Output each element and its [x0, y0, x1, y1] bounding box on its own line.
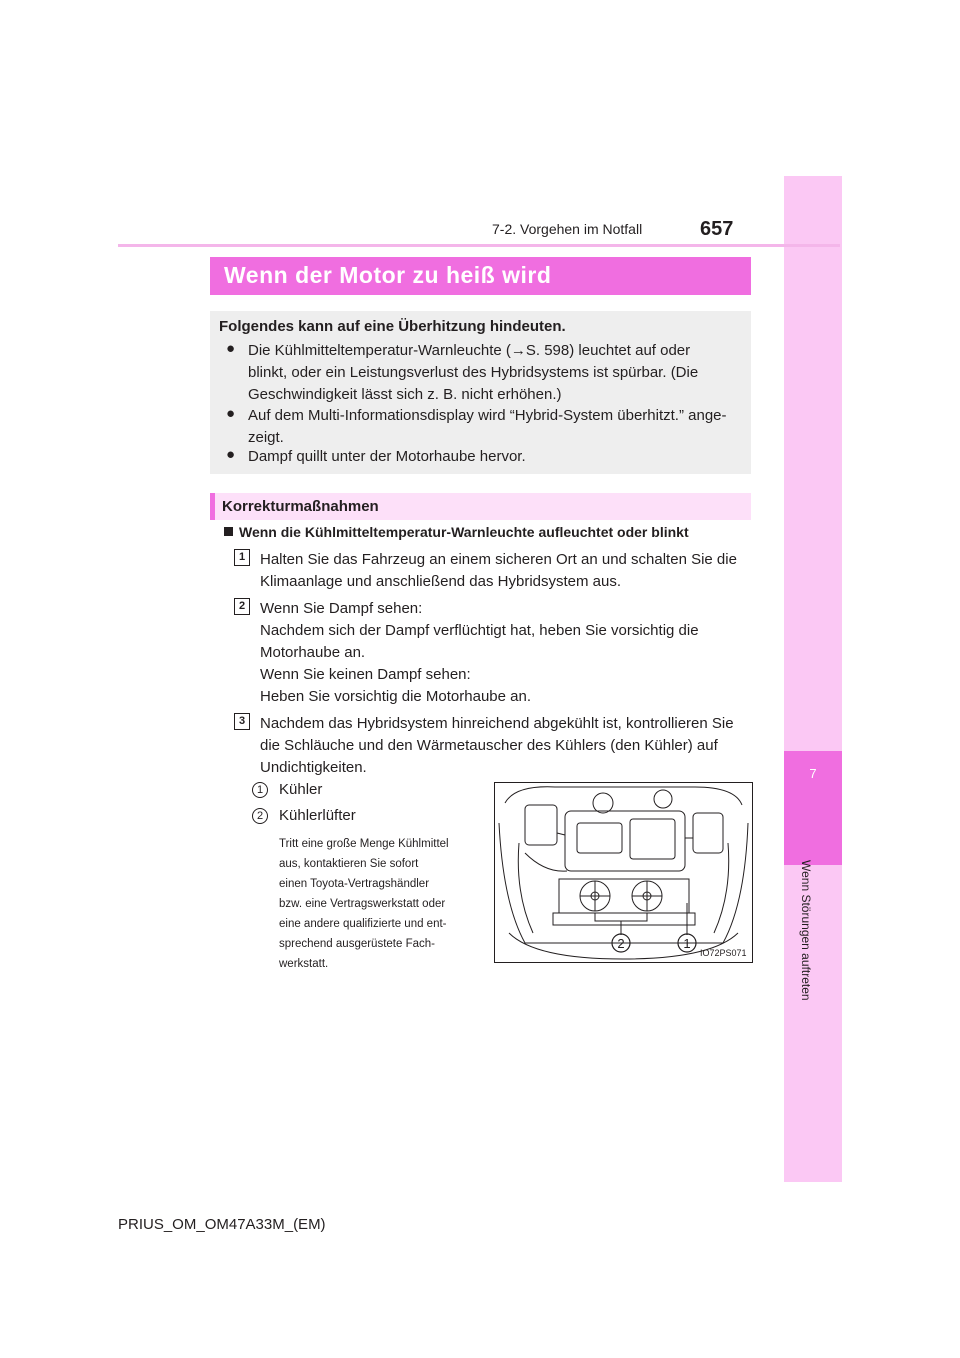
step-line: Undichtigkeiten. [260, 759, 367, 776]
info-bullet [248, 405, 740, 449]
note-line: einen Toyota-Vertragshändler [279, 878, 430, 890]
figure-callout: 2 [617, 936, 625, 951]
note-line: sprechend ausgerüstete Fach- [279, 938, 435, 950]
bullet-line: Die Kühlmitteltemperatur-Warnleuchte (→S. 598) leuchtet auf oder [248, 342, 691, 359]
bullet-icon: ● [226, 405, 236, 422]
bullet-line: blinkt, oder ein Leistungsverlust des Hybridsystems ist spürbar. (Die [248, 364, 699, 381]
note-line: Tritt eine große Menge Kühlmittel [279, 838, 449, 850]
component-label: Kühler [279, 781, 323, 798]
step-text [260, 713, 744, 779]
note-line: bzw. eine Vertragswerkstatt oder [279, 898, 446, 910]
chapter-title: Wenn Störungen auftreten [799, 860, 813, 1001]
step-line: Wenn Sie Dampf sehen: [260, 600, 423, 617]
page-number: 657 [700, 218, 734, 240]
engine-bay-drawing [495, 783, 752, 962]
bullet-line: Geschwindigkeit lässt sich z. B. nicht erhöhen.) [248, 386, 562, 403]
square-bullet-icon [224, 527, 233, 536]
bullet-icon: ● [226, 340, 236, 357]
page-title-bar [210, 257, 751, 295]
chapter-number: 7 [809, 766, 817, 781]
bullet-line: zeigt. [248, 429, 284, 446]
document-code-footer: PRIUS_OM_OM47A33M_(EM) [118, 1216, 326, 1233]
figure-code: IO72PS071 [700, 948, 747, 958]
callout-number: 2 [252, 808, 268, 824]
section-heading-accent [210, 493, 215, 520]
page-title: Wenn der Motor zu heiß wird [224, 262, 552, 288]
step-text [260, 598, 744, 664]
component-label: Kühlerlüfter [279, 807, 356, 824]
step-line: Motorhaube an. [260, 644, 366, 661]
step-number-badge: 2 [234, 598, 250, 615]
bullet-icon: ● [226, 446, 236, 463]
step-line: Nachdem sich der Dampf verflüchtigt hat, heben Sie vorsichtig die [260, 622, 699, 639]
bullet-line: Auf dem Multi-Informationsdisplay wird “Hybrid-System überhitzt.” ange- [248, 407, 727, 424]
step-line: Wenn Sie keinen Dampf sehen: [260, 666, 471, 683]
coolant-note [279, 834, 465, 974]
subheading-text: Wenn die Kühlmitteltemperatur-Warnleuchte aufleuchtet oder blinkt [239, 524, 689, 540]
section-heading: Korrekturmaßnahmen [222, 498, 379, 515]
section-label: 7-2. Vorgehen im Notfall [492, 221, 643, 237]
note-line: aus, kontaktieren Sie sofort [279, 858, 419, 870]
bullet-line: Dampf quillt unter der Motorhaube hervor. [248, 448, 526, 465]
info-bullet [248, 446, 740, 468]
step-line: Klimaanlage und anschließend das Hybridsystem aus. [260, 573, 622, 590]
callout-number: 1 [252, 782, 268, 798]
step-line: Heben Sie vorsichtig die Motorhaube an. [260, 688, 531, 705]
step-line: Halten Sie das Fahrzeug an einem sicheren Ort an und schalten Sie die [260, 551, 737, 568]
step-number-badge: 1 [234, 549, 250, 566]
engine-bay-illustration [494, 782, 753, 963]
step-line: die Schläuche und den Wärmetauscher des Kühlers (den Kühler) auf [260, 737, 718, 754]
step-line: Nachdem das Hybridsystem hinreichend abgekühlt ist, kontrollieren Sie [260, 715, 734, 732]
note-line: eine andere qualifizierte und ent- [279, 918, 447, 930]
note-line: werkstatt. [279, 958, 329, 970]
info-intro: Folgendes kann auf eine Überhitzung hindeuten. [219, 318, 566, 335]
section-heading-bar [210, 493, 751, 520]
subheading [224, 524, 689, 540]
step-number-badge: 3 [234, 713, 250, 730]
header-divider [118, 244, 840, 247]
step-text [260, 549, 744, 593]
figure-callout: 1 [683, 936, 691, 951]
step-text-alt [260, 664, 744, 708]
chapter-tab[interactable] [784, 751, 842, 865]
chapter-title-vertical [799, 860, 821, 1040]
info-bullet [248, 340, 740, 406]
